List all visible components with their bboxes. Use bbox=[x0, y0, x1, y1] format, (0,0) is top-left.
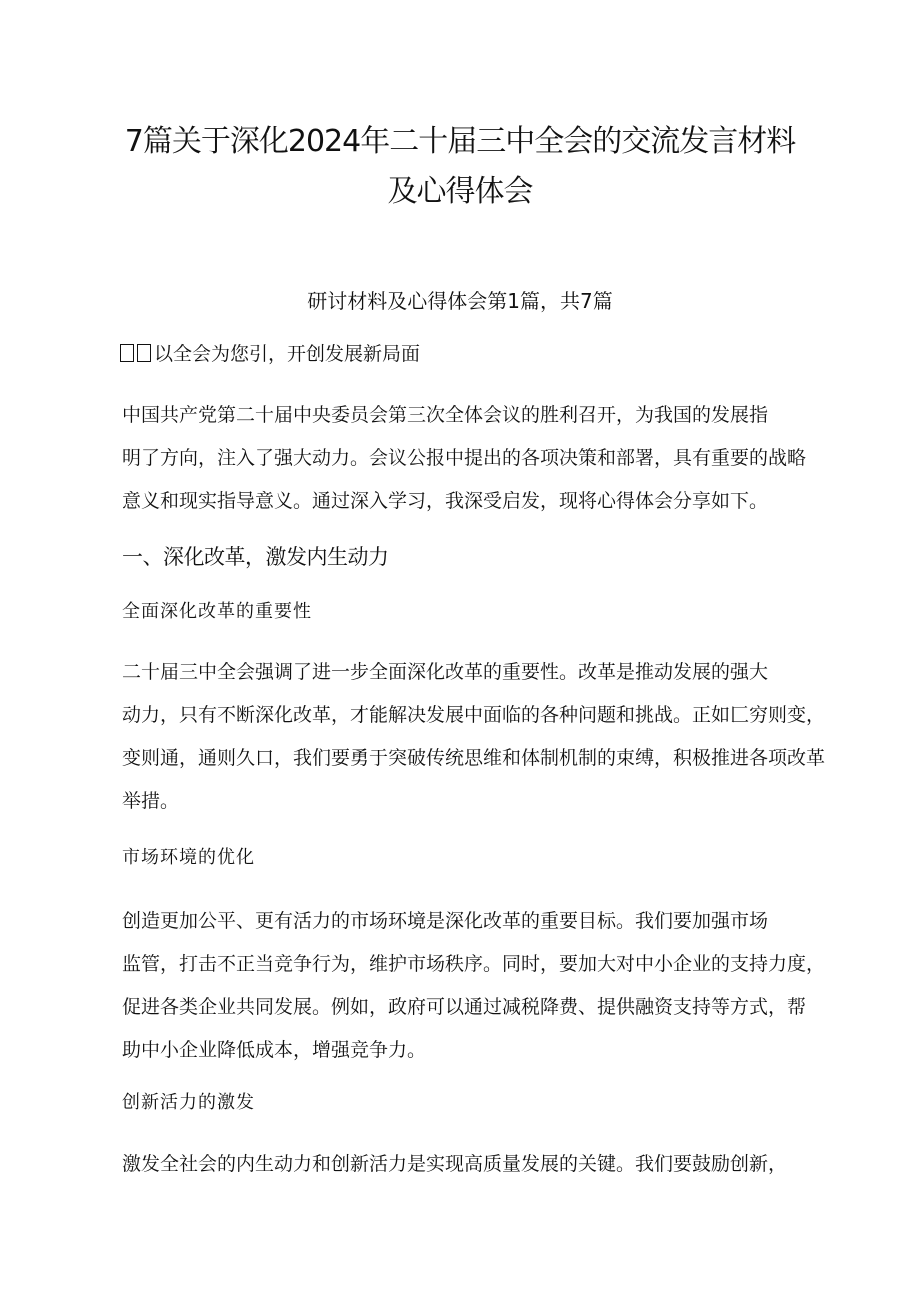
paragraph-line: 二十届三中全会强调了进一步全面深化改革的重要性。改革是推动发展的强大 bbox=[122, 661, 769, 683]
paragraph-line: 创造更加公平、更有活力的市场环境是深化改革的重要目标。我们要加强市场 bbox=[122, 910, 769, 932]
subsection-paragraph bbox=[122, 900, 858, 1072]
paragraph-line: 监管，打击不正当竞争行为，维护市场秩序。同时，要加大对中小企业的支持力度， bbox=[122, 953, 826, 975]
paragraph-line: 意义和现实指导意义。通过深入学习，我深受启发，现将心得体会分享如下。 bbox=[122, 490, 769, 512]
subsection-heading: 全面深化改革的重要性 bbox=[122, 601, 312, 622]
paragraph-line: 助中小企业降低成本，增强竞争力。 bbox=[122, 1039, 427, 1061]
missing-glyph-box-icon bbox=[137, 344, 151, 362]
lead-text: 以全会为您引，开创发展新局面 bbox=[154, 343, 421, 365]
subsection-paragraph bbox=[122, 651, 858, 823]
intro-paragraph bbox=[122, 394, 858, 523]
paragraph-line: 动力，只有不断深化改革，才能解决发展中面临的各种问题和挑战。正如匚穷则变， bbox=[122, 704, 826, 726]
paragraph-line: 举措。 bbox=[122, 790, 180, 812]
paragraph-line: 促进各类企业共同发展。例如，政府可以通过减税降费、提供融资支持等方式，帮 bbox=[122, 996, 807, 1018]
paragraph-line: 中国共产党第二十届中央委员会第三次全体会议的胜利召开，为我国的发展指 bbox=[122, 404, 769, 426]
subsection-paragraph bbox=[122, 1143, 858, 1186]
paragraph-line: 激发全社会的内生动力和创新活力是实现高质量发展的关键。我们要鼓励创新， bbox=[122, 1153, 788, 1175]
missing-glyph-box-icon bbox=[120, 344, 134, 362]
paragraph-line: 变则通，通则久口，我们要勇于突破传统思维和体制机制的束缚，积极推进各项改革 bbox=[122, 747, 826, 769]
document-title-line-2: 及心得体会 bbox=[387, 174, 533, 209]
document-title-line-1: 7篇关于深化2024年二十届三中全会的交流发言材料 bbox=[124, 124, 796, 159]
lead-line bbox=[120, 334, 420, 374]
subsection-heading: 创新活力的激发 bbox=[122, 1092, 255, 1113]
subsection-heading: 市场环境的优化 bbox=[122, 847, 255, 868]
paragraph-line: 明了方向，注入了强大动力。会议公报中提出的各项决策和部署，具有重要的战略 bbox=[122, 447, 807, 469]
section-heading: 一、深化改革，激发内生动力 bbox=[122, 545, 389, 569]
document-subtitle: 研讨材料及心得体会第1篇，共7篇 bbox=[307, 289, 613, 313]
